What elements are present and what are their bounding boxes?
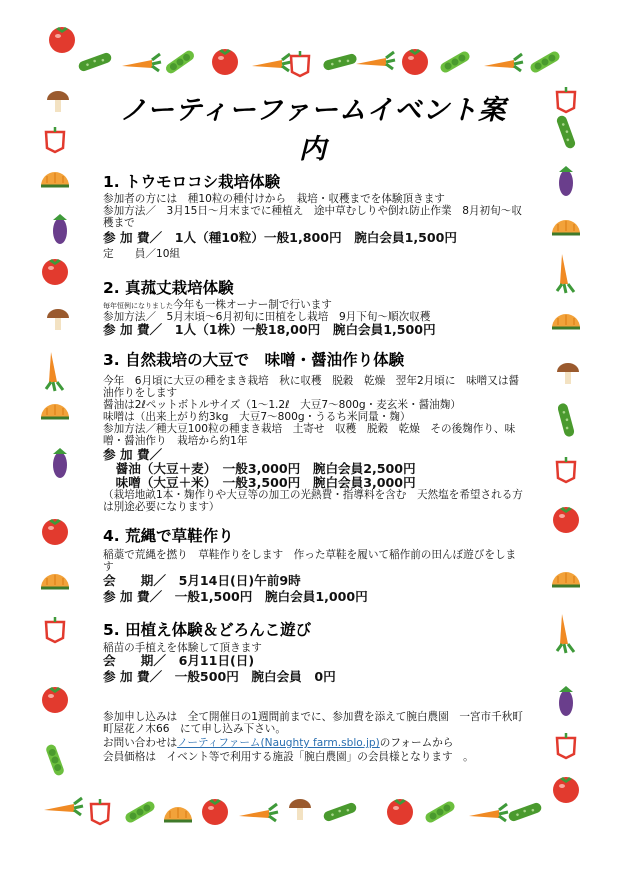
section-5-fee: 参 加 費／ 一般500円 腕白会員 0円: [103, 669, 336, 684]
section-4-date: 会 期／ 5月14日(日)午前9時: [103, 573, 301, 588]
section-2-small-note: 毎年恒例になりました: [103, 302, 173, 310]
section-5-heading: 5. 田植え体験＆どろんこ遊び: [103, 621, 312, 639]
section-4-fee: 参 加 費／ 一般1,500円 腕白会員1,000円: [103, 589, 368, 604]
section-3-fee-miso: 味噌（大豆＋米） 一般3,500円 腕白会員3,000円: [103, 475, 416, 490]
section-1-fee: 参 加 費／ 1人（種10粒）一般1,800円 腕白会員1,500円: [103, 230, 458, 245]
section-2-fee: 参 加 費／ 1人（1株）一般18,00円 腕白会員1,500円: [103, 322, 436, 337]
section-3-note: （栽培地畝1本・麹作りや大豆等の加工の光熱費・指導料を含む 天然塩を希望される方は別途必要になります）: [103, 489, 523, 513]
footer-member-note: 会員価格は イベント等で利用する施設「腕白農園」の会員様となります 。: [103, 751, 474, 763]
section-3-line: 味噌は（出来上がり約3kg 大豆7～800g・うるち米同量・麹）: [103, 411, 411, 423]
section-1-heading: 1. トウモロコシ栽培体験: [103, 173, 281, 191]
section-3-heading: 3. 自然栽培の大豆で 味噌・醤油作り体験: [103, 351, 405, 369]
section-3-fee-soy-sauce: 醤油（大豆＋麦） 一般3,000円 腕白会員2,500円: [103, 461, 416, 476]
section-5-line: 稲苗の手植えを体験して頂きます: [103, 642, 262, 654]
section-3-line: 醤油は2ℓペットボトルサイズ（1～1.2ℓ 大豆7～800g・麦玄米・醤油麹）: [103, 399, 461, 411]
section-5-date: 会 期／ 6月11日(日): [103, 653, 255, 668]
section-3-fee-label: 参 加 費／: [103, 447, 163, 462]
section-3-line: 参加方法／種大豆100粒の種まき栽培 土寄せ 収穫 脱穀 乾燥 その後麹作り、味噌・醤油作り 栽培から約1年: [103, 423, 516, 447]
footer-application: 参加申し込みは 全て開催日の1週間前までに、参加費を添えて腕白農園 一宮市千秋町町屋花ノ木66 にて申し込み下さい。: [103, 711, 523, 735]
section-2-heading: 2. 真菰丈栽培体験: [103, 279, 234, 297]
section-1-line: 参加者の方には 種10粒の種付けから 栽培・収穫までを体験頂きます: [103, 193, 445, 205]
page-title: ノーティーファームイベント案内: [119, 95, 507, 165]
section-3-line: 今年 6月頃に大豆の種をまき栽培 秋に収穫 脱穀 乾燥 翌年2月頃に 味噌又は醤油作りをします: [103, 375, 520, 399]
section-1-line: 参加方法／ 3月15日～月末までに種植え 途中草むしりや倒れ防止作業 8月初旬～収穫まで: [103, 205, 522, 229]
section-1-capacity: 定 員／10組: [103, 248, 181, 260]
website-link[interactable]: ノーティファーム(Naughty farm.sblo.jp): [177, 737, 380, 749]
section-4-line: 稲藁で荒縄を撚り 草鞋作りをします 作った草鞋を履いて稲作前の田んぼ遊びをします: [103, 549, 517, 573]
footer-contact: お問い合わせはノーティファーム(Naughty farm.sblo.jp)のフォームから: [103, 737, 454, 749]
section-4-heading: 4. 荒縄で草鞋作り: [103, 527, 234, 545]
section-2-line: 参加方法／ 5月末頃～6月初旬に田植をし栽培 9月下旬～順次収穫: [103, 311, 431, 323]
section-2-line: 毎年恒例になりました今年も一株オーナー制で行います: [103, 299, 332, 311]
